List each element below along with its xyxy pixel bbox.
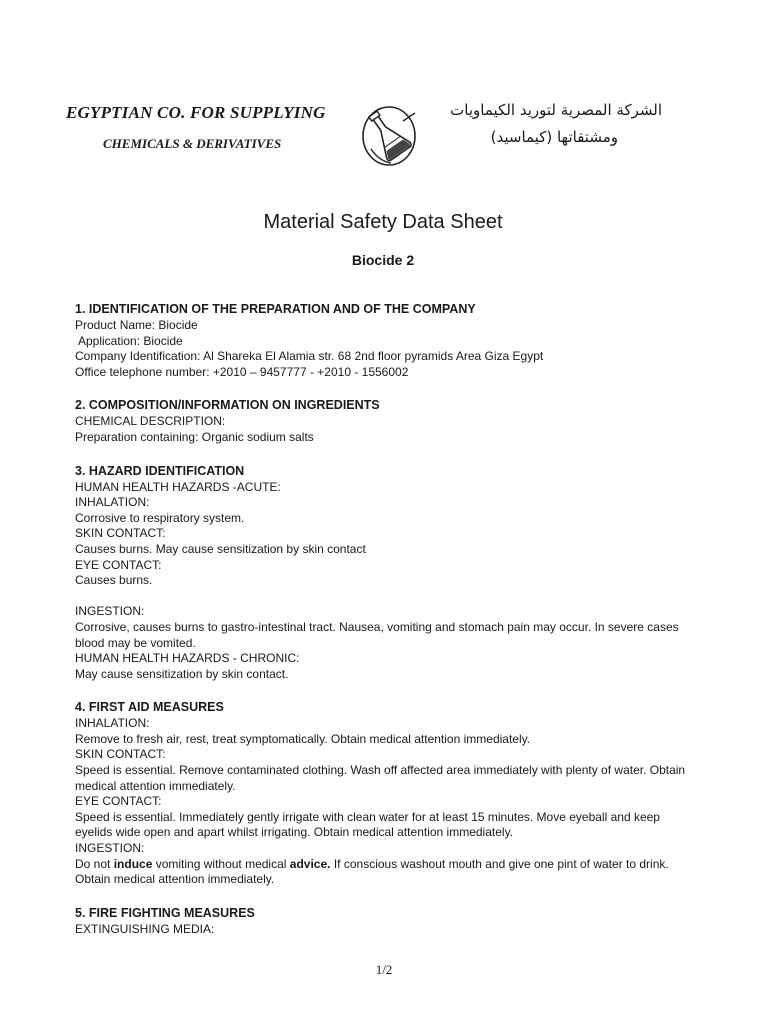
ingestion-text-part: Do not [75,856,111,871]
section-composition [75,397,695,445]
section-hazard-identification [75,463,695,683]
section-title: 4. FIRST AID MEASURES [75,700,224,715]
inhalation-label: INHALATION: [75,716,150,731]
ingestion-text-bold: advice. [289,856,331,871]
company-name-english: EGYPTIAN CO. FOR SUPPLYING [66,103,326,122]
section-title: 2. COMPOSITION/INFORMATION ON INGREDIENTS [75,398,380,413]
acute-hazards-label: HUMAN HEALTH HAZARDS -ACUTE: [75,479,281,494]
ingestion-text-bold: induce [113,856,153,871]
page-number: 1/2 [375,962,393,977]
document-title: Material Safety Data Sheet [263,211,503,233]
document-body [75,301,695,954]
inhalation-label: INHALATION: [75,495,150,510]
spacer [75,589,695,605]
ingestion-text: Corrosive, causes burns to gastro-intestinal tract. Nausea, vomiting and stomach pain may occur. In severe cases blood may be vomited. [75,619,679,650]
letterhead [0,0,768,180]
application: Application: Biocide [78,333,183,348]
ingestion-text-part: vomiting without medical [155,856,287,871]
ingestion-label: INGESTION: [75,604,145,619]
product-name: Product Name: Biocide [75,318,198,332]
flask-logo-icon [357,103,423,169]
skin-contact-text: Causes burns. May cause sensitization by skin contact [75,541,366,556]
section-first-aid [75,699,695,888]
skin-contact-text: Speed is essential. Remove contaminated clothing. Wash off affected area immediately with plenty of water. Obtain medical attention immediately. [75,763,686,793]
company-identification: Company Identification: Al Shareka El Alamia str. 68 2nd floor pyramids Area Giza Egypt [75,349,544,364]
chronic-hazards-label: HUMAN HEALTH HAZARDS - CHRONIC: [75,651,300,666]
inhalation-text: Remove to fresh air, rest, treat symptomatically. Obtain medical attention immediately. [75,731,531,746]
product-subtitle: Biocide 2 [351,252,415,268]
section-fire-fighting [75,905,695,938]
chronic-hazards-text: May cause sensitization by skin contact. [75,666,289,681]
ingestion-label: INGESTION: [75,841,145,856]
company-name-arabic: الشركة المصرية لتوريد الكيماويات [450,101,662,119]
section-title: 3. HAZARD IDENTIFICATION [75,463,245,478]
inhalation-text: Corrosive to respiratory system. [75,510,245,525]
section-title: 5. FIRE FIGHTING MEASURES [75,905,255,920]
eye-contact-text: Causes burns. [75,573,153,588]
company-subtitle-english: CHEMICALS & DERIVATIVES [103,136,282,151]
eye-contact-label: EYE CONTACT: [75,794,162,809]
company-subtitle-arabic: ومشتقاتها (كيماسيد) [490,128,618,146]
eye-contact-label: EYE CONTACT: [75,557,162,572]
preparation-text: Preparation containing: Organic sodium salts [75,429,314,444]
ingestion-text-part: If conscious washout mouth and give one pint of water to drink. Obtain medical attention immediately. [75,856,669,887]
skin-contact-label: SKIN CONTACT: [75,526,166,541]
section-title: 1. IDENTIFICATION OF THE PREPARATION AND OF THE COMPANY [75,302,476,316]
extinguishing-media-label: EXTINGUISHING MEDIA: [75,921,215,936]
chemical-description-label: CHEMICAL DESCRIPTION: [75,414,226,429]
office-telephone: Office telephone number: +2010 – 9457777 - +2010 - 1556002 [75,364,409,379]
section-identification [75,301,695,380]
ingestion-text [75,857,695,888]
eye-contact-text: Speed is essential. Immediately gently irrigate with clean water for at least 15 minutes. Move eyeball and keep eyelids wide open and apart whilst irrigating. Obtain medical attention immediately. [75,809,660,840]
skin-contact-label: SKIN CONTACT: [75,747,166,762]
